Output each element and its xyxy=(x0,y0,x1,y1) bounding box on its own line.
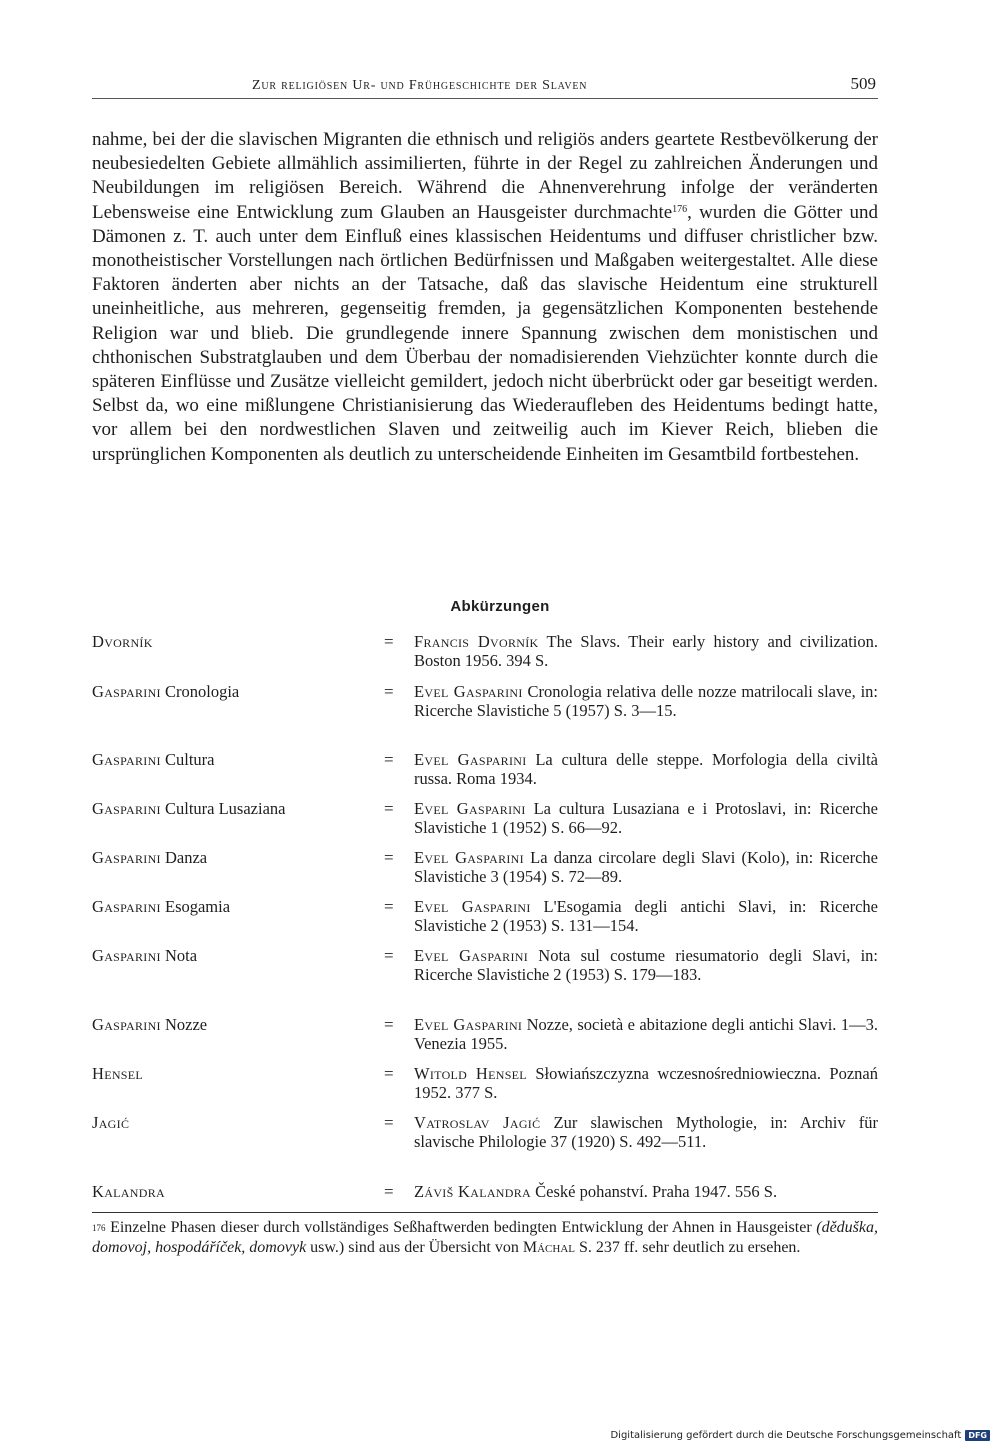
footnote-text: S. 237 ff. sehr deutlich zu ersehen. xyxy=(575,1239,801,1256)
reference-text: L'Esogamia degli antichi Slavi, in: Ricerche Slavistiche 2 (1953) S. 131—154. xyxy=(414,897,878,935)
reference-text: Zur slawischen Mythologie, in: Archiv für slavische Philologie 37 (1920) S. 492—511. xyxy=(414,1113,878,1151)
footnote-italic-terms: (děduška, domovoj, hospodáříček, domovyk xyxy=(92,1219,878,1256)
header-rule xyxy=(92,98,878,99)
abbreviation-reference xyxy=(414,848,878,886)
abbreviation-author: Gasparini xyxy=(92,750,161,769)
reference-text: The Slavs. Their early history and civilization. Boston 1956. 394 S. xyxy=(414,632,878,670)
equals-sign: = xyxy=(384,946,394,965)
reference-text: La cultura delle steppe. Morfologia della civiltà russa. Roma 1934. xyxy=(414,750,878,788)
equals-sign: = xyxy=(384,799,394,818)
abbreviation-reference xyxy=(414,799,878,837)
abbreviation-work: Cronologia xyxy=(160,682,240,701)
abbreviation-author: Gasparini xyxy=(92,848,161,867)
abbreviation-reference xyxy=(414,1113,878,1151)
abbreviation-key xyxy=(92,799,285,819)
equals-sign: = xyxy=(384,1064,394,1083)
reference-author: Evel Gasparini xyxy=(414,799,526,818)
abbreviation-reference xyxy=(414,897,878,935)
abbreviation-work: Danza xyxy=(160,848,208,867)
equals-sign: = xyxy=(384,1182,394,1201)
abbreviation-key xyxy=(92,1064,143,1084)
footnote-number: 176 xyxy=(92,1223,106,1233)
equals-sign: = xyxy=(384,632,394,651)
abbreviation-reference xyxy=(414,946,878,984)
abbreviation-work: Cultura xyxy=(160,750,215,769)
abbreviation-key xyxy=(92,1113,129,1133)
equals-sign: = xyxy=(384,750,394,769)
abbreviation-author: Gasparini xyxy=(92,682,161,701)
abbreviation-work: Nozze xyxy=(160,1015,208,1034)
reference-text: Nota sul costume riesumatorio degli Slavi, in: Ricerche Slavistiche 2 (1953) S. 179—183. xyxy=(414,946,878,984)
abbreviation-reference xyxy=(414,1015,878,1053)
reference-author: Evel Gasparini xyxy=(414,848,524,867)
reference-author: Evel Gasparini xyxy=(414,946,529,965)
abbreviation-key xyxy=(92,632,153,652)
abbreviation-author: Dvorník xyxy=(92,632,153,651)
footnote-author: Máchal xyxy=(522,1239,575,1256)
abbreviation-author: Gasparini xyxy=(92,799,161,818)
reference-author: Vatroslav Jagić xyxy=(414,1113,541,1132)
footnote-rule xyxy=(92,1212,878,1213)
abbreviation-key xyxy=(92,897,230,917)
body-paragraph xyxy=(92,128,878,467)
abbreviation-key xyxy=(92,1015,207,1035)
footnote-text: Einzelne Phasen dieser durch vollständiges Seßhaftwerden bedingten Entwicklung der Ahnen in Hausgeister xyxy=(105,1219,817,1236)
abbreviation-work: Cultura Lusaziana xyxy=(160,799,286,818)
abbreviations-heading: Abkürzungen xyxy=(450,598,550,615)
abbreviation-reference xyxy=(414,682,878,720)
equals-sign: = xyxy=(384,682,394,701)
reference-text: La cultura Lusaziana e i Protoslavi, in: Ricerche Slavistiche 1 (1952) S. 66—92. xyxy=(414,799,878,837)
dfg-logo-icon: DFG xyxy=(965,1430,990,1441)
footnote-text: usw.) sind aus der Übersicht von xyxy=(306,1239,523,1256)
abbreviation-key xyxy=(92,682,239,702)
abbreviation-author: Hensel xyxy=(92,1064,144,1083)
abbreviation-author: Gasparini xyxy=(92,1015,161,1034)
reference-text: Nozze, società e abitazione degli antichi Slavi. 1—3. Venezia 1955. xyxy=(414,1015,878,1053)
digitization-footer xyxy=(610,1430,990,1441)
equals-sign: = xyxy=(384,1015,394,1034)
footnote-reference[interactable]: 176 xyxy=(672,203,688,215)
reference-author: Evel Gasparini xyxy=(414,682,523,701)
reference-author: Francis Dvorník xyxy=(414,632,539,651)
reference-author: Evel Gasparini xyxy=(414,750,527,769)
footer-text: Digitalisierung gefördert durch die Deutsche Forschungsgemeinschaft xyxy=(610,1430,962,1441)
abbreviation-key xyxy=(92,946,197,966)
abbreviation-reference xyxy=(414,1182,878,1201)
reference-author: Witold Hensel xyxy=(414,1064,527,1083)
page-number: 509 xyxy=(850,74,876,93)
abbreviation-author: Gasparini xyxy=(92,897,161,916)
abbreviation-work: Esogamia xyxy=(160,897,231,916)
reference-text: České pohanství. Praha 1947. 556 S. xyxy=(531,1182,778,1201)
body-text-part-1: nahme, bei der die slavischen Migranten die ethnisch und religiös anders geartete Restbevölkerung der neubesiedelten Gebiete allmählich assimilierten, führte in der Regel zu zahlreichen Änderungen und Neubildungen im religiösen Bereich. Während die Ahnenverehrung infolge der veränderten Lebensweise eine Entwicklung zum Glauben an Hausgeister durchmachte xyxy=(92,129,878,223)
running-header xyxy=(92,72,878,98)
equals-sign: = xyxy=(384,897,394,916)
reference-author: Záviš Kalandra xyxy=(414,1182,531,1201)
abbreviation-key xyxy=(92,848,207,868)
abbreviation-author: Jagić xyxy=(92,1113,130,1132)
abbreviation-key xyxy=(92,750,214,770)
abbreviation-work: Nota xyxy=(160,946,198,965)
reference-author: Evel Gasparini xyxy=(414,1015,523,1034)
reference-text: La danza circolare degli Slavi (Kolo), in: Ricerche Slavistiche 3 (1954) S. 72—89. xyxy=(414,848,878,886)
footnote xyxy=(92,1218,878,1258)
body-text-part-2: , wurden die Götter und Dämonen z. T. auch unter dem Einfluß eines klassischen Heidentums und diffuser christlicher bzw. monotheistischer Vorstellungen nach örtlichen Bedürfnissen und Maßgaben weitergestaltet. Alle diese Faktoren änderten aber nichts an der Tatsache, daß das slavische Heidentum eine strukturell uneinheitliche, aus mehreren, gegenseitig fremden, ja gegensätzlichen Komponenten bestehende Religion war und blieb. Die grundlegende innere Spannung zwischen dem monistischen und chthonischen Substratglauben und dem Überbau der nomadisierenden Viehzüchter konnte durch die späteren Einflüsse und Zusätze vielleicht gemildert, jedoch nicht überbrückt oder gar beseitigt werden. Selbst da, wo eine mißlungene Christianisierung das Wiederaufleben des Heidentums bedingt hatte, vor allem bei den nordwestlichen Slaven und zeitweilig auch im Kiever Reich, blieben die ursprünglichen Komponenten als deutlich zu unterscheidende Einheiten im Gesamtbild fortbestehen. xyxy=(92,201,878,465)
equals-sign: = xyxy=(384,848,394,867)
abbreviation-reference xyxy=(414,632,878,670)
reference-text: Słowiańszczyzna wczesnośredniowieczna. Poznań 1952. 377 S. xyxy=(414,1064,878,1102)
reference-author: Evel Gasparini xyxy=(414,897,531,916)
abbreviation-reference xyxy=(414,1064,878,1102)
abbreviation-author: Gasparini xyxy=(92,946,161,965)
reference-text: Cronologia relativa delle nozze matrilocali slave, in: Ricerche Slavistiche 5 (1957) S. 3—15. xyxy=(414,682,878,720)
abbreviation-author: Kalandra xyxy=(92,1182,165,1201)
abbreviation-reference xyxy=(414,750,878,788)
abbreviation-key xyxy=(92,1182,165,1202)
equals-sign: = xyxy=(384,1113,394,1132)
running-title: Zur religiösen Ur- und Frühgeschichte der Slaven xyxy=(252,78,588,93)
